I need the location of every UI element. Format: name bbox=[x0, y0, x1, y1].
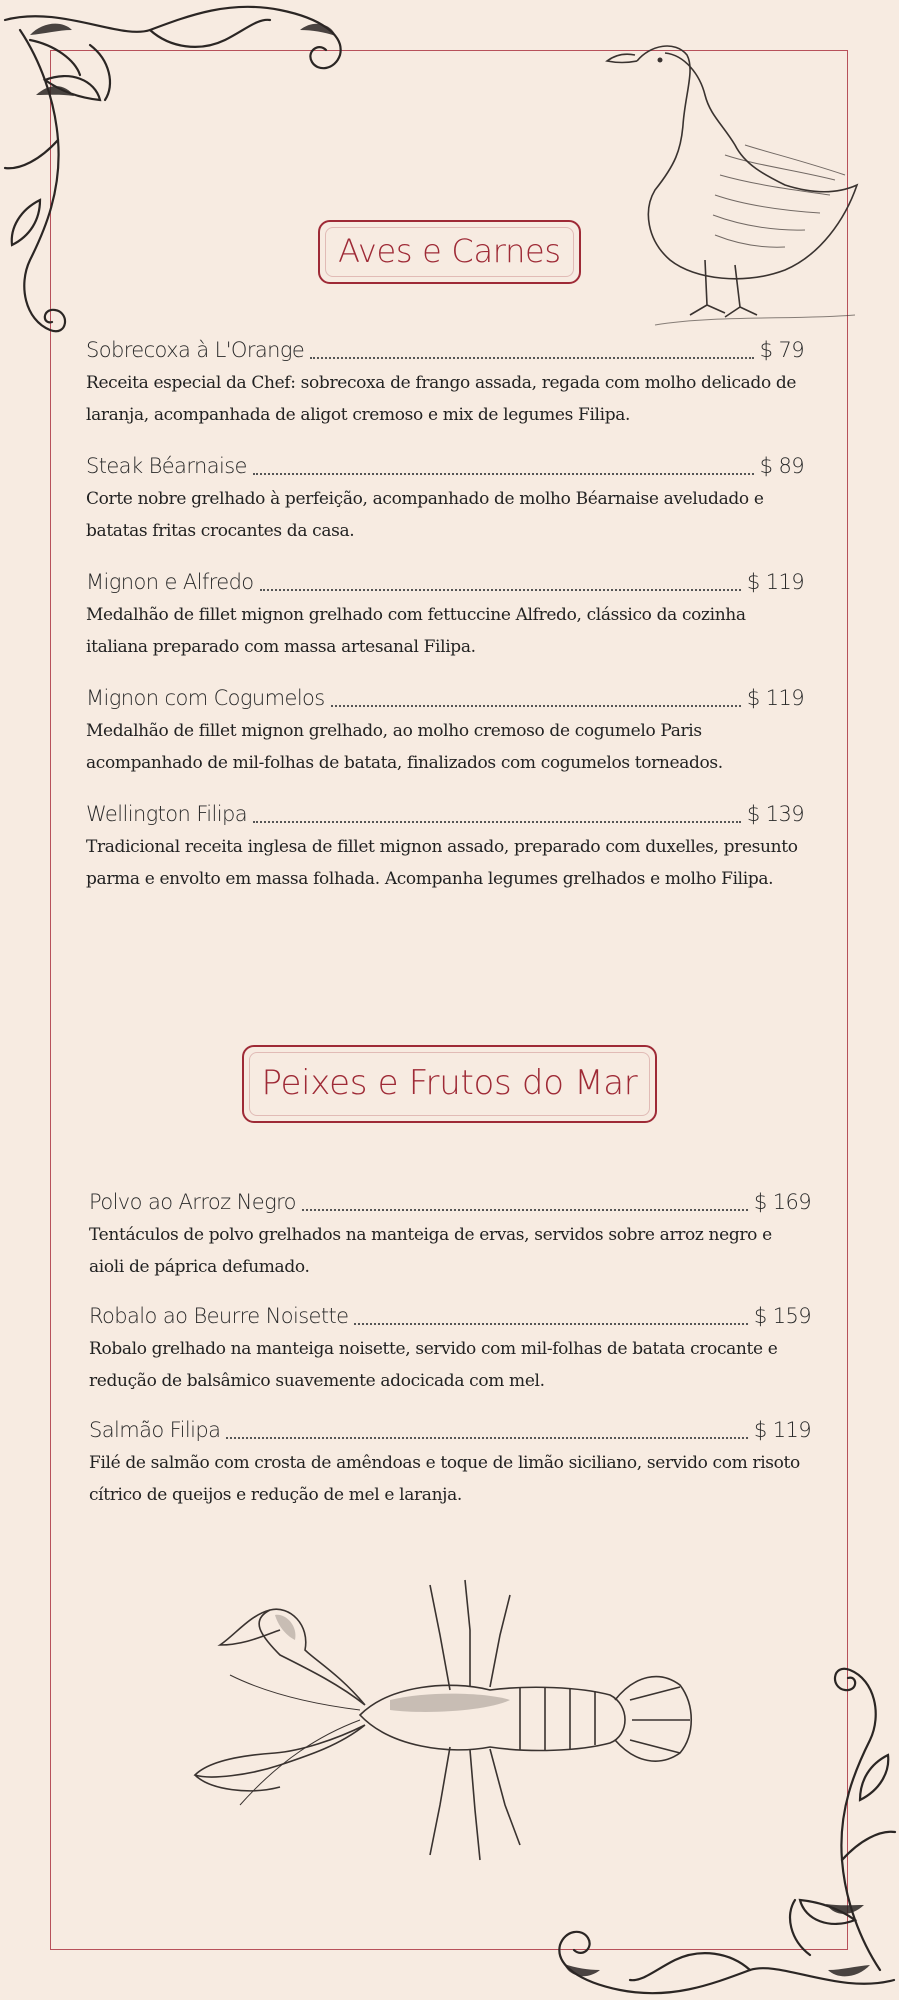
dish-description: Robalo grelhado na manteiga noisette, servido com mil-folhas de batata crocante e redução de balsâmico suavemente adocicada com mel. bbox=[89, 1339, 778, 1391]
dot-leader bbox=[354, 1323, 747, 1325]
dish-description: Corte nobre grelhado à perfeição, acompanhado de molho Béarnaise aveludado e batatas fritas crocantes da casa. bbox=[86, 489, 764, 541]
dish-price: $ 119 bbox=[753, 1418, 811, 1442]
dish-description: Receita especial da Chef: sobrecoxa de frango assada, regada com molho delicado de laranja, acompanhada de aligot cremoso e mix de legumes Filipa. bbox=[86, 373, 797, 425]
dish-description: Filé de salmão com crosta de amêndoas e toque de limão siciliano, servido com risoto cítrico de queijos e redução de mel e laranja. bbox=[89, 1453, 800, 1505]
menu-list bbox=[86, 335, 804, 915]
dish-price: $ 119 bbox=[746, 686, 804, 710]
menu-item bbox=[86, 451, 804, 547]
dish-name: Mignon e Alfredo bbox=[86, 570, 254, 594]
top-left-ornament bbox=[0, 0, 360, 370]
menu-item bbox=[89, 1187, 811, 1283]
dish-description: Medalhão de fillet mignon grelhado com fettuccine Alfredo, clássico da cozinha italiana preparado com massa artesanal Filipa. bbox=[86, 605, 746, 657]
dish-price: $ 139 bbox=[746, 802, 804, 826]
dish-name: Wellington Filipa bbox=[86, 802, 247, 826]
dish-price: $ 159 bbox=[753, 1304, 811, 1328]
menu-item bbox=[89, 1301, 811, 1397]
dish-name: Mignon com Cogumelos bbox=[86, 686, 325, 710]
dot-leader bbox=[253, 821, 741, 823]
dot-leader bbox=[302, 1209, 748, 1211]
dish-name: Robalo ao Beurre Noisette bbox=[89, 1304, 349, 1328]
dot-leader bbox=[226, 1437, 748, 1439]
menu-item bbox=[86, 799, 804, 895]
lobster-illustration bbox=[190, 1575, 710, 1865]
dish-name: Polvo ao Arroz Negro bbox=[89, 1190, 296, 1214]
section-title bbox=[0, 220, 899, 284]
dot-leader bbox=[310, 357, 753, 359]
section-title-box: Peixes e Frutos do Mar bbox=[242, 1045, 658, 1123]
dish-price: $ 89 bbox=[759, 454, 804, 478]
dish-name: Sobrecoxa à L'Orange bbox=[86, 338, 305, 362]
dish-description: Medalhão de fillet mignon grelhado, ao molho cremoso de cogumelo Paris acompanhado de mil-folhas de batata, finalizados com cogumelos torneados. bbox=[86, 721, 723, 773]
dish-name: Salmão Filipa bbox=[89, 1418, 221, 1442]
dish-price: $ 79 bbox=[759, 338, 804, 362]
dot-leader bbox=[253, 473, 754, 475]
menu-item bbox=[89, 1415, 811, 1511]
section-title bbox=[0, 1045, 899, 1123]
menu-list bbox=[89, 1187, 811, 1529]
dot-leader bbox=[260, 589, 741, 591]
menu-item bbox=[86, 335, 804, 431]
dish-description: Tradicional receita inglesa de fillet mignon assado, preparado com duxelles, presunto parma e envolto em massa folhada. Acompanha legumes grelhados e molho Filipa. bbox=[86, 837, 798, 889]
goose-illustration bbox=[595, 15, 865, 335]
dish-price: $ 169 bbox=[753, 1190, 811, 1214]
dish-price: $ 119 bbox=[746, 570, 804, 594]
menu-item bbox=[86, 683, 804, 779]
section-title-box: Aves e Carnes bbox=[318, 220, 581, 284]
menu-item bbox=[86, 567, 804, 663]
dot-leader bbox=[331, 705, 741, 707]
dish-description: Tentáculos de polvo grelhados na manteiga de ervas, servidos sobre arroz negro e aioli de páprica defumado. bbox=[89, 1225, 772, 1277]
dish-name: Steak Béarnaise bbox=[86, 454, 247, 478]
